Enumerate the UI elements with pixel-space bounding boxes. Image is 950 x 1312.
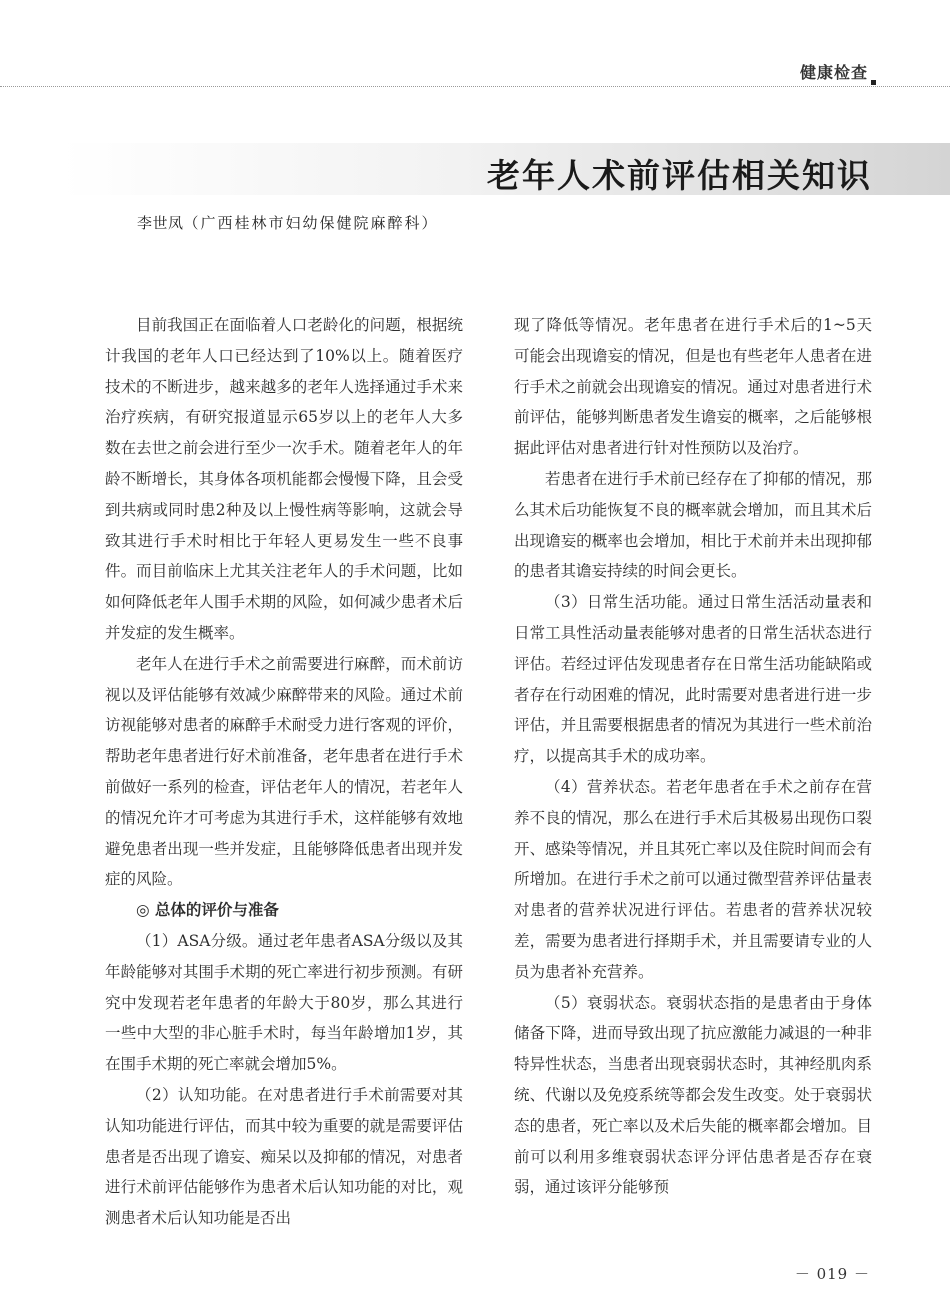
byline	[137, 212, 439, 233]
paragraph: 目前我国正在面临着人口老龄化的问题，根据统计我国的老年人口已经达到了10%以上。随着医疗技术的不断进步，越来越多的老年人选择通过手术来治疗疾病，有研究报道显示65岁以上的老年人大多数在去世之前会进行至少一次手术。随着老年人的年龄不断增长，其身体各项机能都会慢慢下降，且会受到共病或同时患2种及以上慢性病等影响，这就会导致其进行手术时相比于年轻人更易发生一些不良事件。而目前临床上尤其关注老年人的手术问题，比如如何降低老年人围手术期的风险，如何减少患者术后并发症的发生概率。	[105, 316, 463, 642]
article-title: 老年人术前评估相关知识	[487, 156, 872, 195]
paragraph: （5）衰弱状态。衰弱状态指的是患者由于身体储备下降，进而导致出现了抗应激能力减退的一种非特异性状态，当患者出现衰弱状态时，其神经肌肉系统、代谢以及免疫系统等都会发生改变。处于衰弱状态的患者，死亡率以及术后失能的概率都会增加。目前可以利用多维衰弱状态评分评估患者是否存在衰弱，通过该评分能够预	[514, 993, 872, 1197]
author-name: 李世凤	[137, 214, 184, 232]
page-number: － 019 －	[794, 1265, 870, 1283]
paragraph: （2）认知功能。在对患者进行手术前需要对其认知功能进行评估，而其中较为重要的就是需要评估患者是否出现了谵妄、痴呆以及抑郁的情况，对患者进行术前评估能够作为患者术后认知功能的对比，观测患者术后认知功能是否出	[105, 1085, 463, 1228]
right-column	[514, 310, 872, 1203]
section-label: 健康检查	[799, 63, 868, 82]
author-affiliation: （广西桂林市妇幼保健院麻醉科）	[183, 214, 439, 232]
paragraph: 老年人在进行手术之前需要进行麻醉，而术前访视以及评估能够有效减少麻醉带来的风险。通过术前访视能够对患者的麻醉手术耐受力进行客观的评价，帮助老年患者进行好术前准备，老年患者在进行手术前做好一系列的检查，评估老年人的情况，若老年人的情况允许才可考虑为其进行手术，这样能够有效地避免患者出现一些并发症，且能够降低患者出现并发症的风险。	[105, 654, 463, 889]
paragraph: （1）ASA分级。通过老年患者ASA分级以及其年龄能够对其围手术期的死亡率进行初步预测。有研究中发现若老年患者的年龄大于80岁，那么其进行一些中大型的非心脏手术时，每当年龄增加1岁，其在围手术期的死亡率就会增加5%。	[105, 931, 463, 1074]
section-marker	[871, 80, 876, 85]
section-heading: ◎ 总体的评价与准备	[136, 901, 279, 920]
paragraph: 现了降低等情况。老年患者在进行手术后的1~5天可能会出现谵妄的情况，但是也有些老年人患者在进行手术之前就会出现谵妄的情况。通过对患者进行术前评估，能够判断患者发生谵妄的概率，之后能够根据此评估对患者进行针对性预防以及治疗。	[514, 316, 872, 458]
paragraph: （4）营养状态。若老年患者在手术之前存在营养不良的情况，那么在进行手术后其极易出现伤口裂开、感染等情况，并且其死亡率以及住院时间而会有所增加。在进行手术之前可以通过微型营养评估量表对患者的营养状况进行评估。若患者的营养状况较差，需要为患者进行择期手术，并且需要请专业的人员为患者补充营养。	[514, 777, 872, 981]
paragraph: （3）日常生活功能。通过日常生活活动量表和日常工具性活动量表能够对患者的日常生活状态进行评估。若经过评估发现患者存在日常生活功能缺陷或者存在行动困难的情况，此时需要对患者进行进一步评估，并且需要根据患者的情况为其进行一些术前治疗，以提高其手术的成功率。	[514, 593, 872, 766]
left-column	[105, 310, 463, 1234]
paragraph: 若患者在进行手术前已经存在了抑郁的情况，那么其术后功能恢复不良的概率就会增加，而且其术后出现谵妄的概率也会增加，相比于术前并未出现抑郁的患者其谵妄持续的时间会更长。	[514, 469, 872, 581]
header-divider	[0, 86, 950, 87]
